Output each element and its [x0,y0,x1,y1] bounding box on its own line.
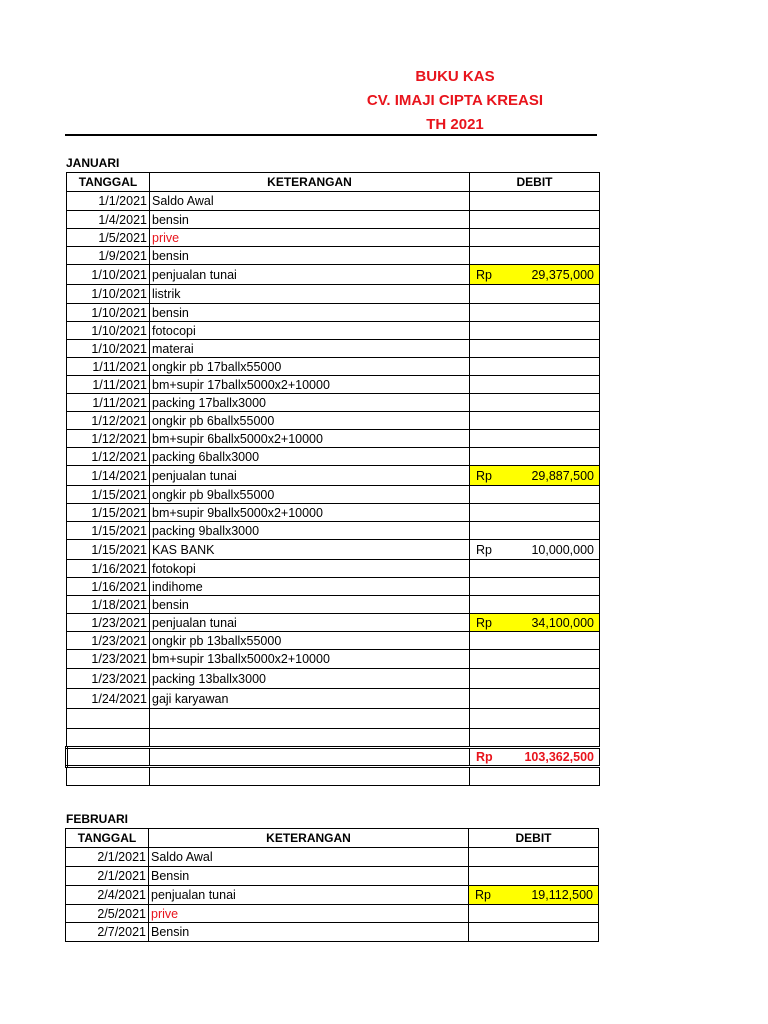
row-description: ongkir pb 13ballx55000 [150,632,470,650]
table-row [67,211,600,229]
row-date: 1/12/2021 [67,412,150,430]
ledger-title: BUKU KAS [415,68,495,85]
row-date: 1/11/2021 [67,394,150,412]
row-debit-currency: Rp [476,542,492,557]
row-debit [470,689,600,709]
row-debit [470,632,600,650]
row-debit [470,376,600,394]
row-date [67,767,150,786]
row-description: packing 6ballx3000 [150,448,470,466]
row-date: 2/4/2021 [66,886,149,905]
table-row [67,448,600,466]
table-row [67,540,600,560]
table-row [67,522,600,540]
row-date: 2/1/2021 [66,867,149,886]
table-row [66,848,599,867]
row-debit-amount: 19,112,500 [531,888,593,902]
row-debit [470,486,600,504]
row-debit [469,867,599,886]
row-date [67,729,150,748]
row-date: 1/15/2021 [67,540,150,560]
row-debit [470,504,600,522]
table-row [67,709,600,729]
row-date: 1/15/2021 [67,486,150,504]
column-header-date: TANGGAL [66,829,149,848]
table-row [66,923,599,942]
row-description: bensin [150,596,470,614]
row-date: 1/10/2021 [67,322,150,340]
row-description: packing 13ballx3000 [150,669,470,689]
row-description: penjualan tunai [149,886,469,905]
table-row [67,729,600,748]
row-description: indihome [150,578,470,596]
row-date: 1/24/2021 [67,689,150,709]
row-debit [470,466,600,486]
row-date: 1/23/2021 [67,669,150,689]
row-description: Bensin [149,867,469,886]
row-date: 1/15/2021 [67,504,150,522]
row-debit [470,430,600,448]
table-row [67,669,600,689]
row-date: 1/14/2021 [67,466,150,486]
row-date: 2/1/2021 [66,848,149,867]
row-debit [470,394,600,412]
row-description: bensin [150,211,470,229]
row-debit-currency: Rp [476,615,492,630]
row-description: penjualan tunai [150,265,470,285]
row-description: penjualan tunai [150,614,470,632]
row-date: 1/9/2021 [67,247,150,265]
row-description [150,729,470,748]
table-row [67,247,600,265]
company-name: CV. IMAJI CIPTA KREASI [366,92,544,109]
row-date: 1/1/2021 [67,192,150,211]
table-row [67,689,600,709]
row-date: 1/12/2021 [67,430,150,448]
table-row [67,578,600,596]
row-debit [470,729,600,748]
table-row [66,867,599,886]
total-row [67,748,600,767]
row-debit-amount: 10,000,000 [531,542,594,557]
row-description: bensin [150,247,470,265]
row-description [150,767,470,786]
row-date: 1/11/2021 [67,376,150,394]
row-date: 1/4/2021 [67,211,150,229]
row-date: 2/5/2021 [66,905,149,923]
row-date: 1/23/2021 [67,632,150,650]
table-row [67,285,600,304]
ledger-table-februari [65,828,599,942]
row-date [67,709,150,729]
table-row [67,412,600,430]
row-description: gaji karyawan [150,689,470,709]
row-description: prive [150,229,470,247]
table-row [67,486,600,504]
row-date: 1/23/2021 [67,614,150,632]
row-date: 1/10/2021 [67,265,150,285]
row-debit-currency: Rp [475,888,491,902]
row-debit-currency: Rp [476,468,492,483]
table-row [66,886,599,905]
row-description: penjualan tunai [150,466,470,486]
table-row [67,265,600,285]
title-underline [65,134,597,136]
row-debit [469,848,599,867]
row-description: ongkir pb 17ballx55000 [150,358,470,376]
row-debit [470,229,600,247]
ledger-table-januari [65,172,600,786]
row-date: 1/12/2021 [67,448,150,466]
row-description [150,709,470,729]
row-debit [470,650,600,669]
row-description: Saldo Awal [149,848,469,867]
row-date: 1/10/2021 [67,285,150,304]
table-row [67,229,600,247]
row-debit [470,448,600,466]
row-debit [470,211,600,229]
row-debit [470,340,600,358]
row-debit [469,923,599,942]
table-row [67,632,600,650]
row-description: fotokopi [150,560,470,578]
table-row [67,504,600,522]
row-debit [470,560,600,578]
row-description: Bensin [149,923,469,942]
row-debit-currency: Rp [476,267,492,282]
table-row [67,376,600,394]
row-description: prive [149,905,469,923]
row-debit [470,540,600,560]
month-label-februari: FEBRUARI [66,812,128,826]
row-debit [470,358,600,376]
row-debit [470,285,600,304]
row-debit [470,412,600,430]
row-description: ongkir pb 9ballx55000 [150,486,470,504]
column-header-description: KETERANGAN [149,829,469,848]
total-debit [470,748,600,767]
row-date: 1/10/2021 [67,340,150,358]
row-description: materai [150,340,470,358]
table-row [67,358,600,376]
row-debit-amount: 29,375,000 [531,267,594,282]
column-header-description: KETERANGAN [150,173,470,192]
row-description: listrik [150,285,470,304]
row-debit-amount: 34,100,000 [531,615,594,630]
table-row [67,560,600,578]
row-debit [470,522,600,540]
table-row [67,394,600,412]
row-description: packing 9ballx3000 [150,522,470,540]
row-description: bm+supir 17ballx5000x2+10000 [150,376,470,394]
row-date: 1/16/2021 [67,578,150,596]
row-debit [470,192,600,211]
row-description: ongkir pb 6ballx55000 [150,412,470,430]
row-date: 1/15/2021 [67,522,150,540]
row-description: packing 17ballx3000 [150,394,470,412]
row-date: 2/7/2021 [66,923,149,942]
table-row [67,304,600,322]
row-date: 1/5/2021 [67,229,150,247]
row-debit [470,322,600,340]
table-row [67,466,600,486]
total-currency: Rp [476,750,493,764]
row-date: 1/11/2021 [67,358,150,376]
table-row [67,340,600,358]
row-debit [470,669,600,689]
row-debit [469,905,599,923]
row-debit [470,614,600,632]
row-debit-amount: 29,887,500 [531,468,594,483]
total-date [67,748,150,767]
row-description: bm+supir 6ballx5000x2+10000 [150,430,470,448]
row-debit [470,709,600,729]
table-row [67,614,600,632]
total-description [150,748,470,767]
row-debit [470,247,600,265]
month-label-januari: JANUARI [66,156,120,170]
table-row [67,767,600,786]
row-description: bm+supir 9ballx5000x2+10000 [150,504,470,522]
row-debit [470,596,600,614]
row-debit [470,304,600,322]
row-description: Saldo Awal [150,192,470,211]
row-description: fotocopi [150,322,470,340]
table-row [67,322,600,340]
row-date: 1/23/2021 [67,650,150,669]
row-description: bm+supir 13ballx5000x2+10000 [150,650,470,669]
table-row [67,650,600,669]
row-debit [470,265,600,285]
row-description: KAS BANK [150,540,470,560]
column-header-date: TANGGAL [67,173,150,192]
table-row [67,430,600,448]
row-description: bensin [150,304,470,322]
row-date: 1/16/2021 [67,560,150,578]
column-header-debit: DEBIT [469,829,599,848]
row-date: 1/18/2021 [67,596,150,614]
table-row [67,192,600,211]
ledger-year: TH 2021 [426,116,484,133]
total-amount: 103,362,500 [524,750,594,764]
table-row [67,596,600,614]
row-debit [470,578,600,596]
row-debit [470,767,600,786]
row-date: 1/10/2021 [67,304,150,322]
row-debit [469,886,599,905]
column-header-debit: DEBIT [470,173,600,192]
table-row [66,905,599,923]
